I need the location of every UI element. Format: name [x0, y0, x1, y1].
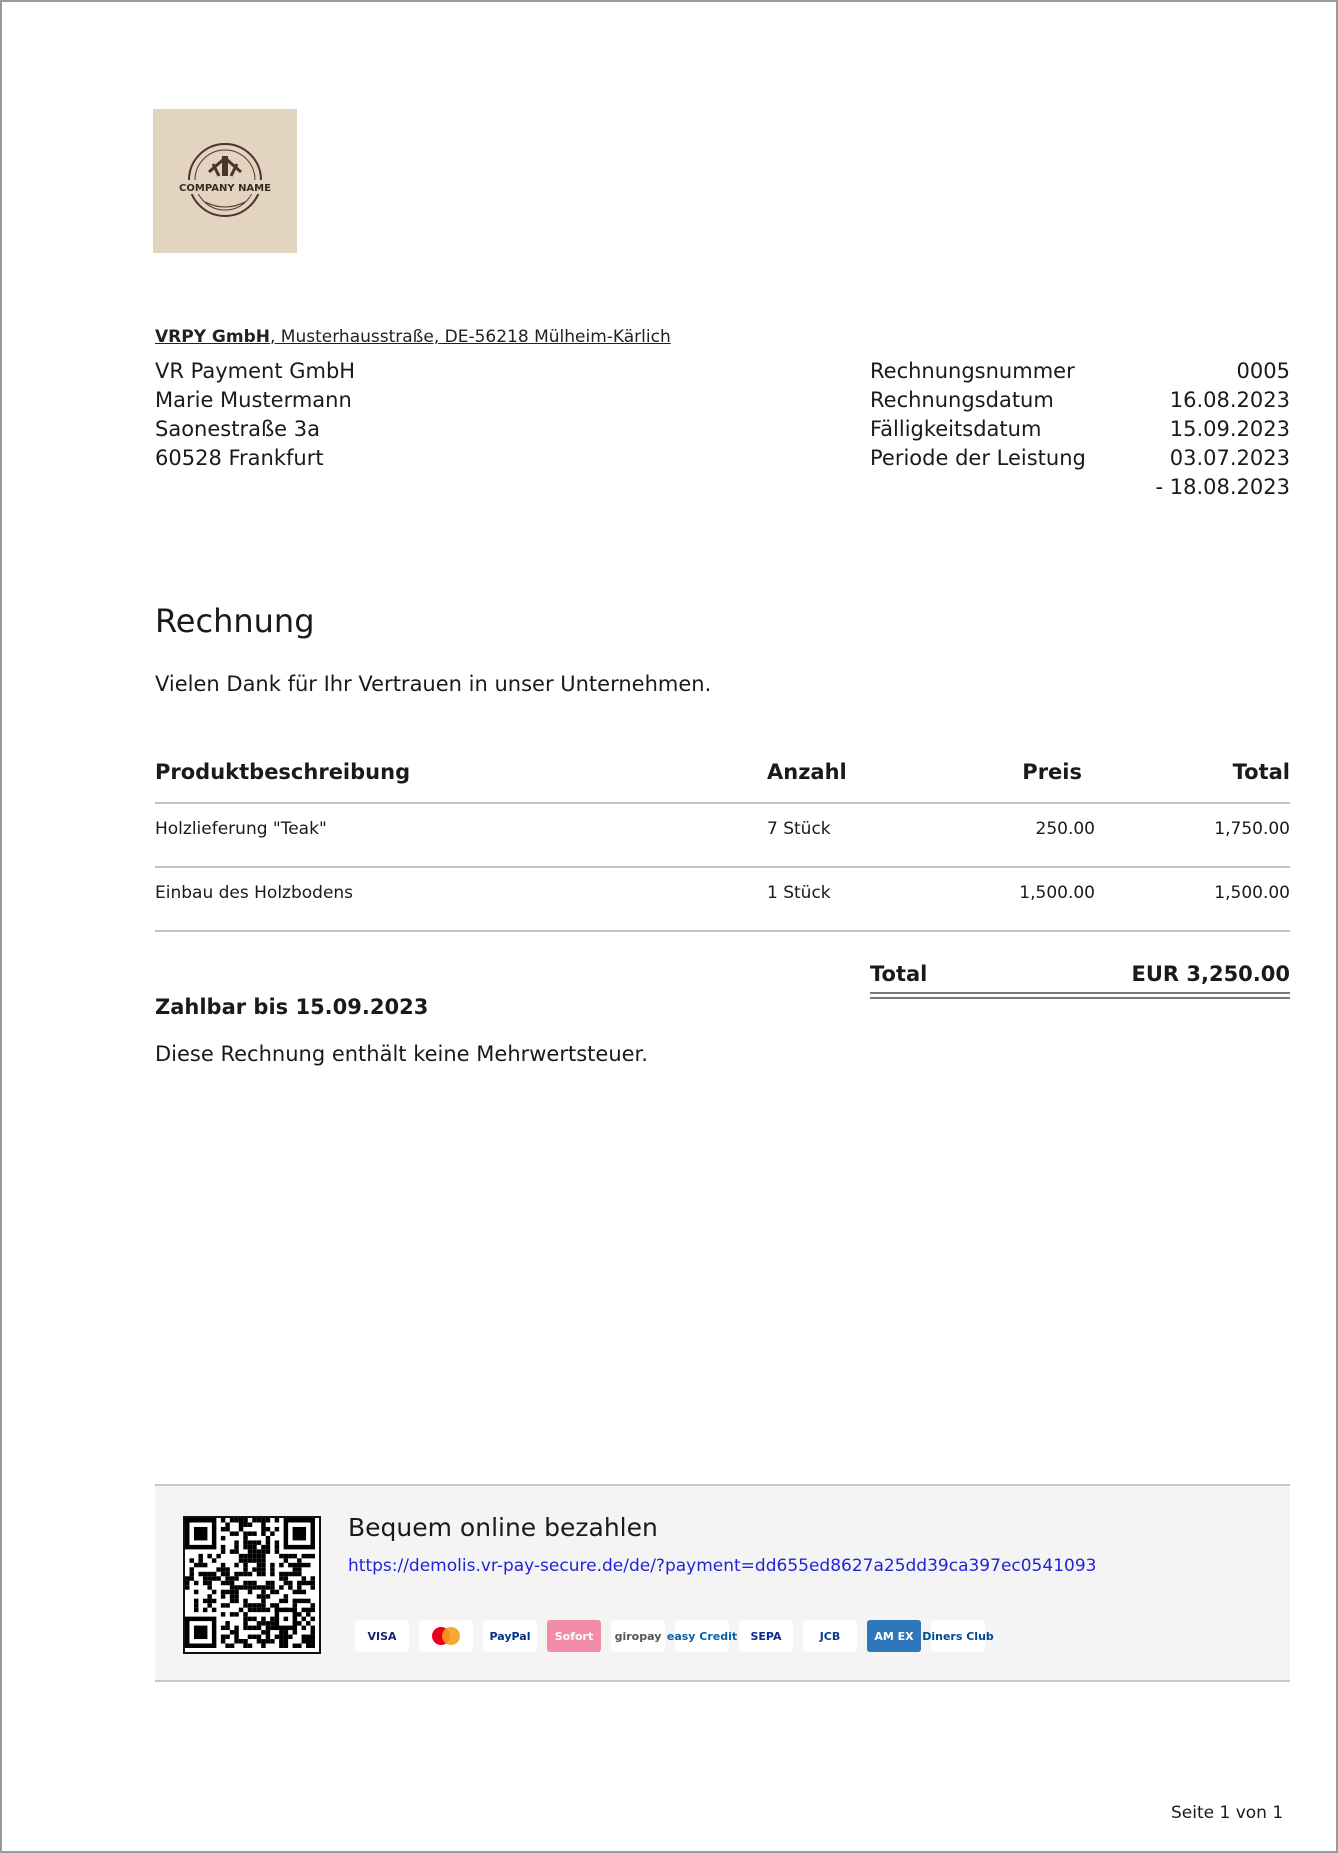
easycredit-icon — [666, 1620, 738, 1652]
meta-label: Periode der Leistung — [870, 446, 1086, 470]
payment-method-label: Sofort — [554, 1629, 594, 1643]
meta-row-due-date — [870, 415, 1290, 444]
sender-company: VRPY GmbH — [155, 327, 270, 347]
payment-method-label: easy Credit — [666, 1629, 738, 1643]
table-divider — [155, 802, 1290, 804]
payment-methods — [355, 1620, 994, 1652]
meta-row-service-period-end — [870, 473, 1290, 502]
meta-label: Fälligkeitsdatum — [870, 417, 1042, 441]
online-payment-title: Bequem online bezahlen — [348, 1513, 658, 1542]
online-payment-box — [155, 1484, 1290, 1682]
document-title: Rechnung — [155, 602, 315, 640]
recipient-line: VR Payment GmbH — [155, 359, 356, 383]
paypal-icon — [483, 1620, 537, 1652]
payment-method-label: PayPal — [489, 1629, 531, 1643]
giropay-icon — [611, 1620, 665, 1652]
cell-price: 250.00 — [1035, 819, 1095, 839]
company-logo-emblem-icon — [179, 142, 271, 220]
invoice-meta — [870, 357, 1290, 502]
payment-method-label: Diners Club — [922, 1629, 994, 1643]
column-header-total: Total — [1232, 760, 1290, 784]
sepa-icon — [739, 1620, 793, 1652]
cell-quantity: 7 Stück — [767, 819, 831, 839]
meta-value: 03.07.2023 — [1169, 446, 1290, 470]
payment-due-text: Zahlbar bis 15.09.2023 — [155, 995, 429, 1019]
column-header-quantity: Anzahl — [767, 760, 847, 784]
mastercard-circles-icon — [428, 1625, 464, 1647]
meta-row-service-period — [870, 444, 1290, 473]
table-divider — [155, 930, 1290, 932]
meta-value: 16.08.2023 — [1169, 388, 1290, 412]
page-number: Seite 1 von 1 — [1171, 1803, 1284, 1823]
payment-method-label: AM EX — [874, 1629, 914, 1643]
cell-price: 1,500.00 — [1019, 883, 1095, 903]
meta-label: Rechnungsdatum — [870, 388, 1054, 412]
meta-value: 15.09.2023 — [1169, 417, 1290, 441]
total-underline — [870, 992, 1290, 994]
total-amount: EUR 3,250.00 — [1131, 962, 1290, 986]
cell-total: 1,500.00 — [1214, 883, 1290, 903]
total-label: Total — [870, 962, 928, 986]
cell-description: Holzlieferung "Teak" — [155, 819, 327, 839]
mastercard-icon — [419, 1620, 473, 1652]
table-divider — [155, 866, 1290, 868]
meta-row-invoice-date — [870, 386, 1290, 415]
cell-total: 1,750.00 — [1214, 819, 1290, 839]
payment-method-label: SEPA — [750, 1629, 782, 1643]
payment-qr-code[interactable] — [183, 1516, 321, 1654]
qr-code-icon — [185, 1518, 315, 1648]
recipient-address — [155, 357, 355, 473]
meta-label: Rechnungsnummer — [870, 359, 1075, 383]
visa-icon — [355, 1620, 409, 1652]
cell-quantity: 1 Stück — [767, 883, 831, 903]
column-header-description: Produktbeschreibung — [155, 760, 411, 784]
amex-icon — [867, 1620, 921, 1652]
vat-note: Diese Rechnung enthält keine Mehrwertsteuer. — [155, 1042, 648, 1066]
payment-method-label: giropay — [614, 1629, 662, 1643]
cell-description: Einbau des Holzbodens — [155, 883, 354, 903]
sender-street: , Musterhausstraße, DE-56218 Mülheim-Kärlich — [270, 327, 671, 347]
total-underline — [870, 997, 1290, 999]
column-header-price: Preis — [1022, 760, 1082, 784]
diners-icon — [922, 1620, 994, 1652]
payment-method-label: JCB — [819, 1629, 841, 1643]
recipient-line: Saonestraße 3a — [155, 417, 321, 441]
company-logo — [153, 109, 297, 253]
intro-text: Vielen Dank für Ihr Vertrauen in unser Unternehmen. — [155, 672, 712, 696]
jcb-icon — [803, 1620, 857, 1652]
payment-link[interactable]: https://demolis.vr-pay-secure.de/de/?payment=dd655ed8627a25dd39ca397ec0541093 — [348, 1556, 1097, 1576]
meta-value: 0005 — [1236, 359, 1290, 383]
sender-address — [155, 327, 671, 347]
meta-value: - 18.08.2023 — [1155, 475, 1290, 499]
meta-row-invoice-number — [870, 357, 1290, 386]
sofort-icon — [547, 1620, 601, 1652]
logo-text: COMPANY NAME — [179, 183, 271, 194]
recipient-line: Marie Mustermann — [155, 388, 352, 412]
recipient-line: 60528 Frankfurt — [155, 446, 324, 470]
payment-method-label: VISA — [367, 1629, 397, 1643]
